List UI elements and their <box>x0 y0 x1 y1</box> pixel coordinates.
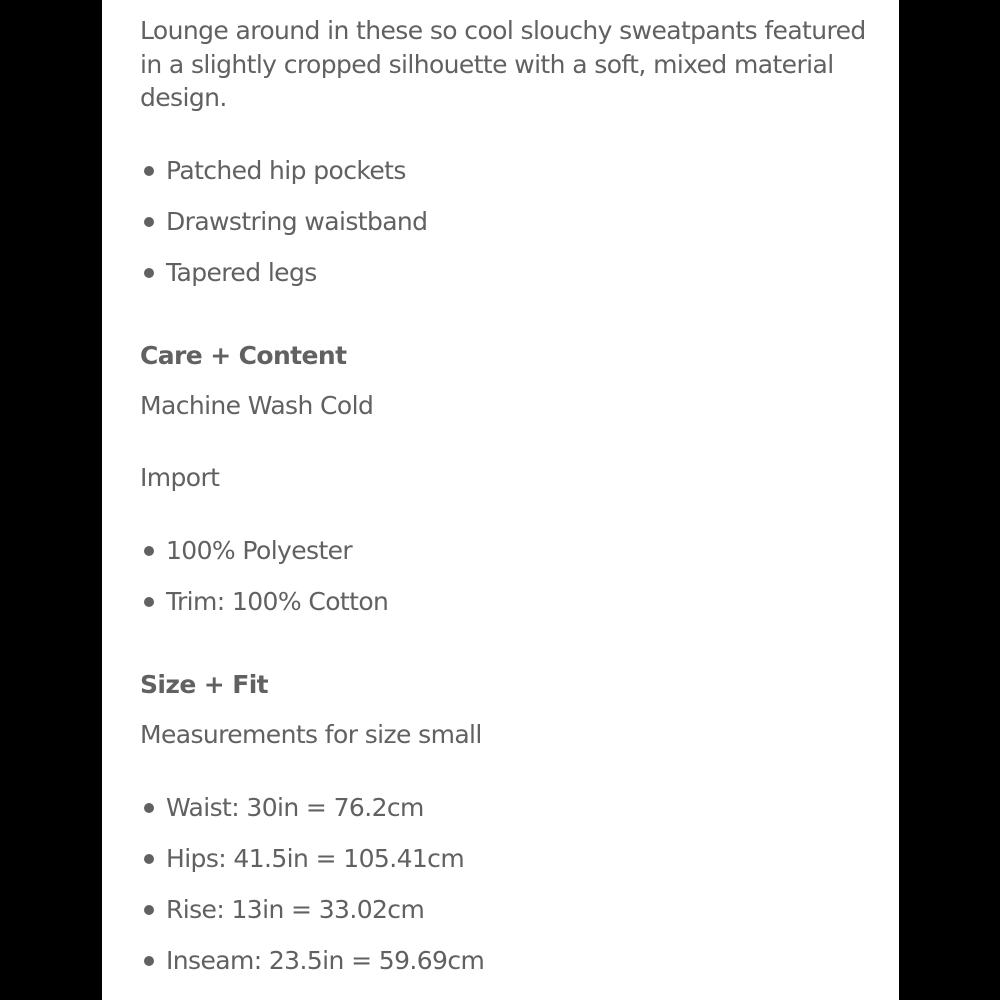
bullet-icon <box>144 597 154 607</box>
list-item <box>140 833 484 884</box>
materials-list <box>140 525 388 627</box>
list-item <box>140 782 484 833</box>
bullet-icon <box>144 217 154 227</box>
list-item-text: 100% Polyester <box>166 536 353 565</box>
size-fit-heading: Size + Fit <box>140 670 269 699</box>
list-item <box>140 935 484 986</box>
bullet-icon <box>144 166 154 176</box>
list-item-text: Drawstring waistband <box>166 207 428 236</box>
list-item-text: Patched hip pockets <box>166 156 406 185</box>
bullet-icon <box>144 268 154 278</box>
bullet-icon <box>144 956 154 966</box>
care-content-heading: Care + Content <box>140 341 347 370</box>
bullet-icon <box>144 854 154 864</box>
list-item <box>140 576 388 627</box>
bullet-icon <box>144 905 154 915</box>
list-item <box>140 196 427 247</box>
care-origin-text: Import <box>140 463 220 492</box>
list-item <box>140 247 427 298</box>
product-description: Lounge around in these so cool slouchy sweatpants featured in a slightly cropped silhouette with a soft, mixed material design. <box>140 16 866 112</box>
care-wash-text: Machine Wash Cold <box>140 391 374 420</box>
list-item-text: Rise: 13in = 33.02cm <box>166 895 425 924</box>
list-item <box>140 525 388 576</box>
list-item <box>140 145 427 196</box>
list-item-text: Hips: 41.5in = 105.41cm <box>166 844 465 873</box>
list-item-text: Tapered legs <box>166 258 317 287</box>
list-item-text: Trim: 100% Cotton <box>166 587 389 616</box>
list-item-text: Inseam: 23.5in = 59.69cm <box>166 946 485 975</box>
measurements-list <box>140 782 484 986</box>
feature-list <box>140 145 427 298</box>
bullet-icon <box>144 803 154 813</box>
bullet-icon <box>144 546 154 556</box>
list-item-text: Waist: 30in = 76.2cm <box>166 793 424 822</box>
list-item <box>140 884 484 935</box>
size-note-text: Measurements for size small <box>140 720 482 749</box>
product-details-panel <box>102 0 899 1000</box>
